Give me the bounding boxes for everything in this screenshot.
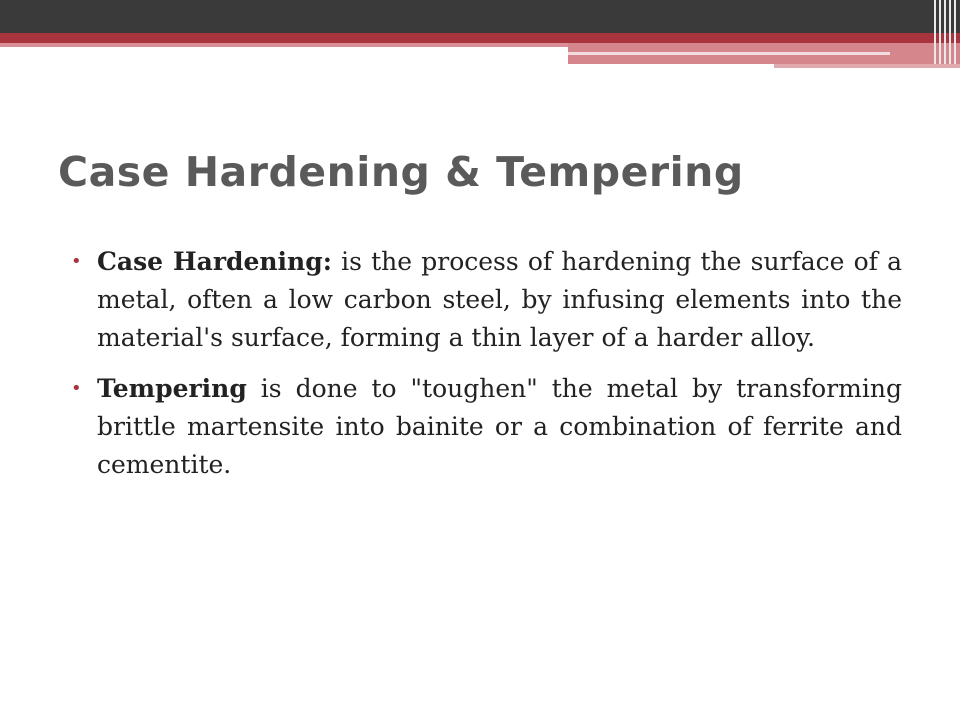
slide-title: Case Hardening & Tempering: [58, 148, 744, 196]
bullet-item-tempering: [70, 370, 902, 484]
bullet-text: is the process of hardening the surface of a metal, often a low carbon steel, by infusing elements into the material's surface, forming a thin layer of a harder alloy.: [97, 247, 903, 352]
bullet-item-case-hardening: [70, 243, 902, 357]
bullet-term: Case Hardening:: [97, 247, 332, 276]
bullet-term: Tempering: [97, 374, 247, 403]
bullet-icon: •: [71, 378, 82, 399]
header-pink-band-lower: [774, 64, 960, 68]
bullet-icon: •: [71, 251, 82, 272]
header-pink-band: [0, 43, 568, 47]
bullet-list: [70, 243, 902, 497]
bullet-text: is done to "toughen" the metal by transforming brittle martensite into bainite or a combination of ferrite and cementite.: [97, 374, 902, 479]
header-light-stripe: [568, 52, 890, 55]
header-red-band: [0, 33, 960, 43]
corner-decoration: [930, 0, 960, 64]
header-dark-band: [0, 0, 960, 33]
